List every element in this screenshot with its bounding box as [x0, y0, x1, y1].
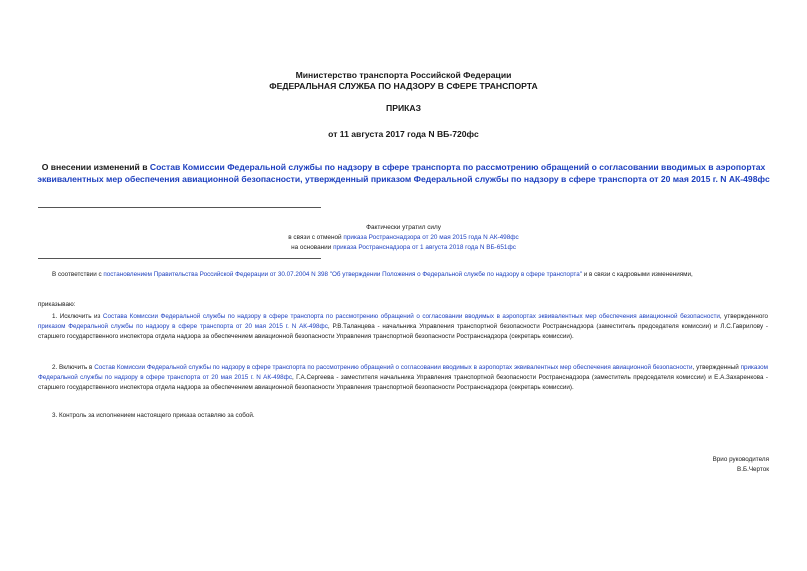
item-1-mid: , утвержденного: [719, 313, 768, 320]
status-line-1: Фактически утратил силу: [366, 224, 441, 231]
ministry-name: Министерство транспорта Российской Федерации: [295, 70, 512, 80]
status-link-basis[interactable]: приказа Ространснадзора от 1 августа 2018 года N ВБ-651фс: [333, 244, 516, 251]
service-name: ФЕДЕРАЛЬНАЯ СЛУЖБА ПО НАДЗОРУ В СФЕРЕ ТРАНСПОРТА: [269, 81, 538, 91]
status-line-3-prefix: на основании: [291, 244, 334, 251]
item-2-link-composition[interactable]: Состав Комиссии Федеральной службы по надзору в сфере транспорта по рассмотрению обращений о согласовании вводимых в аэропортах эквивалентных мер обеспечения авиационной безопасности: [94, 364, 693, 371]
signature-position: Врио руководителя: [712, 456, 769, 463]
doc-date-number: от 11 августа 2017 года N ВБ-720фс: [328, 129, 479, 139]
item-1-prefix: 1. Исключить из: [52, 313, 103, 320]
item-1-link-composition[interactable]: Состава Комиссии Федеральной службы по надзору в сфере транспорта по рассмотрению обращений о согласовании вводимых в аэропортах эквивалентных мер обеспечения авиационной безопасности: [102, 313, 720, 320]
preamble-prefix: В соответствии с: [52, 271, 104, 278]
status-line-2: [0, 233, 807, 243]
doc-type: ПРИКАЗ: [386, 103, 421, 113]
title-link[interactable]: Состав Комиссии Федеральной службы по надзору в сфере транспорта по рассмотрению обращений о согласовании вводимых в аэропортах эквивалентных мер обеспечения авиационной безопасности, утвержденный приказом Федеральной службы по надзору в сфере транспорта от 20 мая 2015 г. N АК-498фс: [37, 162, 770, 184]
divider-top: [38, 207, 321, 208]
preamble-suffix: и в связи с кадровыми изменениями,: [581, 271, 693, 278]
title-prefix: О внесении изменений в: [41, 162, 150, 172]
item-2-link-order[interactable]: приказом Федеральной службы по надзору в сфере транспорта от 20 мая 2015 г. N АК-498фс: [38, 364, 768, 381]
status-line-3: [0, 243, 807, 253]
preamble-paragraph: [38, 270, 768, 280]
doc-title: [30, 161, 777, 185]
item-2-paragraph: [38, 363, 768, 393]
item-1-link-order[interactable]: приказом Федеральной службы по надзору в сфере транспорта от 20 мая 2015 г. N АК-498фс: [38, 323, 328, 330]
order-word: приказываю:: [38, 301, 76, 308]
item-1-paragraph: [38, 312, 768, 342]
signature-name: В.Б.Черток: [737, 466, 769, 473]
item-2-prefix: 2. Включить в: [52, 364, 95, 371]
item-2-suffix: , Г.А.Сергеева - заместителя начальника Управления транспортной безопасности Ространснадзора (заместитель председателя комиссии) и Е.А.Захаренкова - старшего государственного инспектора отдела надзора за обеспечением авиационной безопасности Управления транспортной безопасности Ространснадзора (секретарь комиссии).: [38, 374, 768, 391]
status-link-cancel[interactable]: приказа Ространснадзора от 20 мая 2015 года N АК-498фс: [343, 234, 519, 241]
item-1-suffix: , Р.В.Таланцева - начальника Управления транспортной безопасности Ространснадзора (заместитель председателя комиссии) и Л.С.Гаврилову - старшего государственного инспектора отдела надзора за обеспечением авиационной безопасности Управления транспортной безопасности Ространснадзора (секретарь комиссии).: [38, 323, 768, 340]
preamble-link[interactable]: постановлением Правительства Российской Федерации от 30.07.2004 N 398 "Об утверждении Положения о Федеральной службе по надзору в сфере транспорта": [103, 271, 582, 278]
item-2-mid: , утвержденный: [692, 364, 741, 371]
status-line-2-prefix: в связи с отменой: [288, 234, 344, 241]
divider-bottom: [38, 258, 321, 259]
item-3-paragraph: 3. Контроль за исполнением настоящего приказа оставляю за собой.: [52, 412, 255, 419]
